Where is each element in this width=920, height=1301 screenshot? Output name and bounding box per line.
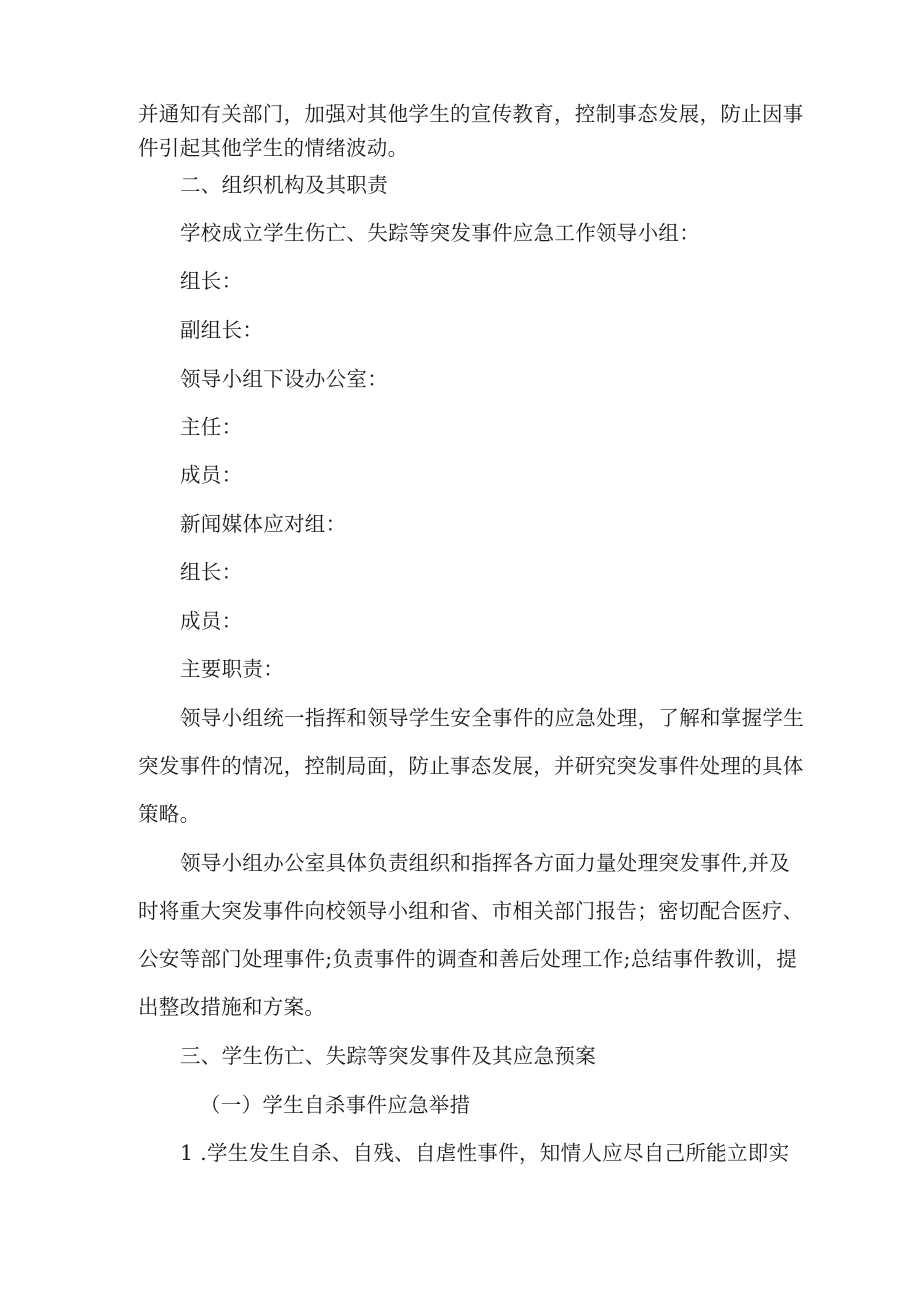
label-director: 主任：	[180, 415, 243, 439]
text-line: 件引起其他学生的情绪波动。	[138, 136, 409, 160]
text-line: 策略。	[138, 802, 201, 826]
text-line: 并通知有关部门，加强对其他学生的宣传教育，控制事态发展，防止因事	[138, 102, 804, 126]
text-line: 领导小组统一指挥和领导学生安全事件的应急处理，了解和掌握学生	[180, 706, 804, 730]
list-item-1: 1 .学生发生自杀、自残、自虐性事件，知情人应尽自己所能立即实	[180, 1141, 790, 1165]
label-deputy-leader: 副组长：	[180, 318, 264, 342]
label-media-group: 新闻媒体应对组：	[180, 512, 347, 536]
label-office: 领导小组下设办公室：	[180, 367, 388, 391]
subsection-heading-1: （一）学生自杀事件应急举措	[200, 1093, 471, 1117]
label-media-leader: 组长：	[180, 560, 243, 584]
label-main-duties: 主要职责：	[180, 657, 284, 681]
label-group-leader: 组长：	[180, 269, 243, 293]
text-line: 公安等部门处理事件;负责事件的调查和善后处理工作;总结事件教训，提	[138, 947, 798, 971]
paragraph-duties-office	[138, 846, 804, 1024]
text-line: 时将重大突发事件向校领导小组和省、市相关部门报告；密切配合医疗、	[138, 899, 804, 923]
text-line: 出整改措施和方案。	[138, 995, 326, 1019]
label-members: 成员：	[180, 463, 243, 487]
section-heading-2: 二、组织机构及其职责	[180, 173, 388, 197]
label-media-members: 成员：	[180, 609, 243, 633]
section-heading-3: 三、学生伤亡、失踪等突发事件及其应急预案	[180, 1044, 596, 1068]
text-line: 突发事件的情况，控制局面，防止事态发展，并研究突发事件处理的具体	[138, 754, 804, 778]
paragraph-continuation	[138, 97, 804, 165]
paragraph: 学校成立学生伤亡、失踪等突发事件应急工作领导小组：	[180, 221, 700, 245]
paragraph-duties-leader	[138, 701, 804, 831]
text-line: 领导小组办公室具体负责组织和指挥各方面力量处理突发事件,并及	[180, 851, 791, 875]
